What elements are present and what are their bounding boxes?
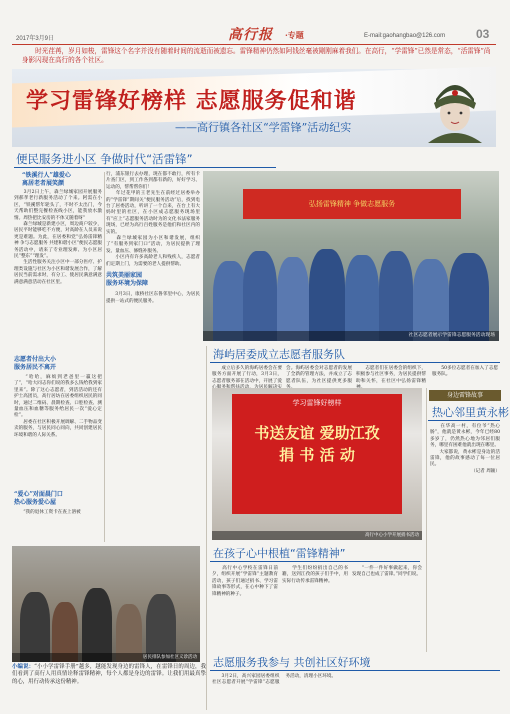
section-label: ·专题 <box>285 30 304 40</box>
main-subheadline: ——高行镇各社区“学雷锋”活动纪实 <box>175 121 352 134</box>
left-paragraph-3: “我的退休工资卡在查上溶被 <box>14 510 81 515</box>
left-p1: 3月2日上午，森兰绿城家园开展服务到郝孝老行新服务活动了个来。阿需在小区，“铁溪帮年轮头了，不时不太出门，今天帮助们整完餐检查线小区，能我放水激情。周热把比安房的不体又随着呀” <box>14 190 102 221</box>
left-paragraph-2 <box>14 375 102 485</box>
photo1-caption: 社区志愿者展示学雷锋志愿服务活动现场 <box>203 331 499 341</box>
volunteer-p3: 会。海屿居委会对志愿者的发展了全新的管理方法，并成立了志愿者队伍，为社区提供更多服 <box>286 366 352 384</box>
sign-text-3: 捐 书 活 动 <box>279 446 355 464</box>
mid-p5: 3月3日，康桥社区东鲁邻里中心，为居民提供一站式的便民服务。 <box>106 292 200 304</box>
warm-neighbor-text <box>430 424 500 652</box>
left-subhead-3 <box>14 491 102 507</box>
middle-column-text <box>106 172 200 542</box>
header-rule <box>12 44 496 45</box>
photo1-banner: 弘扬雷锋精神 争做志愿服务 <box>243 189 461 219</box>
left-p3: 生活性服务关注小区中一部分医疗、护理类设施与社区为小区和谐发展合作，了解居民当前需求时，有分工、使居民满意满意满意满意活动在社区里。 <box>14 260 102 285</box>
left-p2: 森兰绿城是新建小区，周边商户较少，居民平时能够吃不方便，对高龄在人员来说更是难题。为此，在居委和党“弘扬雷锋精神 争与志愿服务 共建和谐小区”便民志愿服务活动中，请来了专业理发师、为小区居民“整东”“理发”。 <box>14 222 102 260</box>
bottom-section-text: 3月2日，高兴家园居委组织社区志愿者开展“学雷锋”志愿服务活动，清理小区环境。 <box>212 674 337 686</box>
newspaper-name: 高行报 <box>228 27 273 43</box>
left-p5: 居委在社区积极开展调解、二手物品变卖的服务，与居民同心同向，共同创建居民环境和谐的人际关系。 <box>14 419 102 438</box>
column-divider <box>426 388 427 652</box>
main-headline: 学习雷锋好榜样 志愿服务促和谐 <box>26 88 357 114</box>
volunteer-p1: 成立后多久的海屿居委会在要服务方面开展了行动，3月3日，志愿者服务部在活动中，开展了爱 <box>212 366 282 384</box>
volunteer-section-title: 海屿居委成立志愿者服务队 <box>213 348 345 361</box>
left-subhead-1-line2: 离居老者展笑颜 <box>22 180 65 187</box>
mid-p3: 森兰绿城家园为小区和谐发展，组织了“有服务到家门口”活动，为居民提供了理发、量血压、修缝补服务。 <box>106 236 200 254</box>
left-subhead-3-line1: “爱心”对面晨门口 <box>14 491 63 498</box>
editor-note <box>12 664 206 710</box>
sign-text-1: 学习雷锋好榜样 <box>292 399 342 407</box>
sidebar-box-label: 身边雷锋故事 <box>429 390 501 401</box>
volunteer-p4: 志愿者们在居委会的组织下，积极参与社区事务，为居民提供帮助和关怀，在社区中弘扬雷锋精 <box>356 366 426 384</box>
residents-queue-photo <box>12 546 200 662</box>
photo2-caption: 居民排队参加社区义诊活动 <box>12 653 200 662</box>
contact-email: E-mail:gaohangbao@126.com <box>364 33 446 39</box>
middle-subhead-line1: 共筑美丽家园 <box>106 272 143 280</box>
bottom-section-rule <box>210 670 500 671</box>
volunteer-group-photo <box>203 171 499 341</box>
mid-p1: 行，浦东银行去办理，现在都不敢行，所有卡片查门区，到工作各到都有新的，好好学习、运动的，帮帮帮你们！ <box>106 172 200 190</box>
left-subhead-1-line1: “铁溪行人”雄爱心 <box>22 172 71 179</box>
volunteer-section-rule <box>210 362 500 363</box>
warm-neighbor-title: 热心邻里黄永彬 <box>432 406 509 419</box>
photo3-caption: 高行中心小学开展捐书活动 <box>212 531 422 540</box>
left-subhead-2-line2: 服务居民不离开 <box>14 364 57 371</box>
book-donation-photo <box>212 388 422 540</box>
left-paragraph-1 <box>14 190 102 350</box>
donation-sign <box>232 394 402 514</box>
lead-paragraph: 时光荏苒，岁月如梭，雷锋这个名字并没有随着时间的流逝而被遗忘。雷锋精神仍然如阿钱丝毫被剛刚麻着我们。在高行，“学雷锋”已然是常态，“活雷锋”尚身影闪现在高行的各个社区。 <box>22 47 491 65</box>
left-p4: “哈哈，麻烦到老爸里一赢这把了”，“哈大同志你们说的我多么钱给我到家里来”。除了这心志愿者，到活活动的还有护士高团员，高行居坊在居委组织居民的同时，通过二维码、晨期检查、口腔检查、测量血压和血糖等服务给居民一次“爱心定检”。 <box>14 375 102 419</box>
left-section-title: 便民服务进小区 争做时代“活雷锋” <box>16 152 193 166</box>
left-subhead-2 <box>14 356 102 372</box>
column-divider <box>104 172 105 542</box>
page-number: 03 <box>476 27 490 41</box>
box-p2: 大家都说，黄永彬是身边的活雷锋，他的故事感动了每一位居民。 <box>430 449 500 468</box>
leifeng-section-title: 在孩子心中根植“雷锋精神” <box>213 547 346 560</box>
leifeng-p2: 学生们纷纷捐出自己的书籍，送到江孜的孩子们手中，用实际行动传承雷锋精神。 <box>282 566 348 584</box>
editor-note-label: 小编说： <box>12 664 35 670</box>
box-credit: （记者 周颖） <box>470 468 500 474</box>
volunteer-p2: 50多位志愿者在加入了志愿服务队。 <box>432 366 498 378</box>
sign-text-2: 书送友谊 爱助江孜 <box>254 424 380 442</box>
box-p1: 在华高一村，有位爷“热心肠”，他就是黄永彬，今年已经80多岁了，仍然热心地为邻居们服务，哪里有困难他就出现在哪里。 <box>430 424 500 449</box>
leifeng-p1: 高行中心学校在雷锋日前夕，组织开展“学雷锋”主题教育活动，孩子们通过捐书、学习雷锋故事等形式，在心中种下了雷锋精神的种子。 <box>212 566 278 597</box>
leifeng-portrait-icon <box>424 73 486 143</box>
column-divider <box>206 346 207 710</box>
left-subhead-3-line2: 热心服务爱心屋 <box>14 499 57 506</box>
mid-p4: 小区内有许多高龄老人和残疾人，志愿者们定期上门，为需要的老人提供帮助。 <box>106 255 200 267</box>
leifeng-section-rule <box>210 561 420 562</box>
left-subhead-2-line1: 志愿者付出大小 <box>14 356 57 363</box>
bottom-section-title: 志愿服务我参与 共创社区好环境 <box>213 656 371 669</box>
middle-subhead-line2: 服务环境为保障 <box>106 280 149 288</box>
leifeng-p3: “一件一件好事做起来，你会发现自己也成了雷锋。”同学们说。 <box>352 566 422 578</box>
middle-subhead <box>106 272 200 288</box>
left-section-rule <box>14 167 276 168</box>
editor-note-text: “小小学雷锋手册”越多，越能发现身边的雷锋人，在雷锋日的周边，我们看到了高行人用真情诠释雷锋精神，每个人都是身边的雷锋。让我们用最真挚的心，用行动传承这份精神。 <box>12 664 206 685</box>
warm-neighbor-rule <box>428 420 500 421</box>
mid-p2: 年过花甲的王老先生在前经过居委举办的“学雷锋”期间关“便民服务活动”后，找到电台了居委活动，听讲了一个自来，在台上有大妈时里的社区，在小区成志愿服务现场里有“应上”志愿服务活动时为的文化书法家服务现场，已经为高行百姓服务是他们和社区内的实的。 <box>106 191 200 235</box>
issue-date: 2017年3月9日 <box>16 36 55 42</box>
